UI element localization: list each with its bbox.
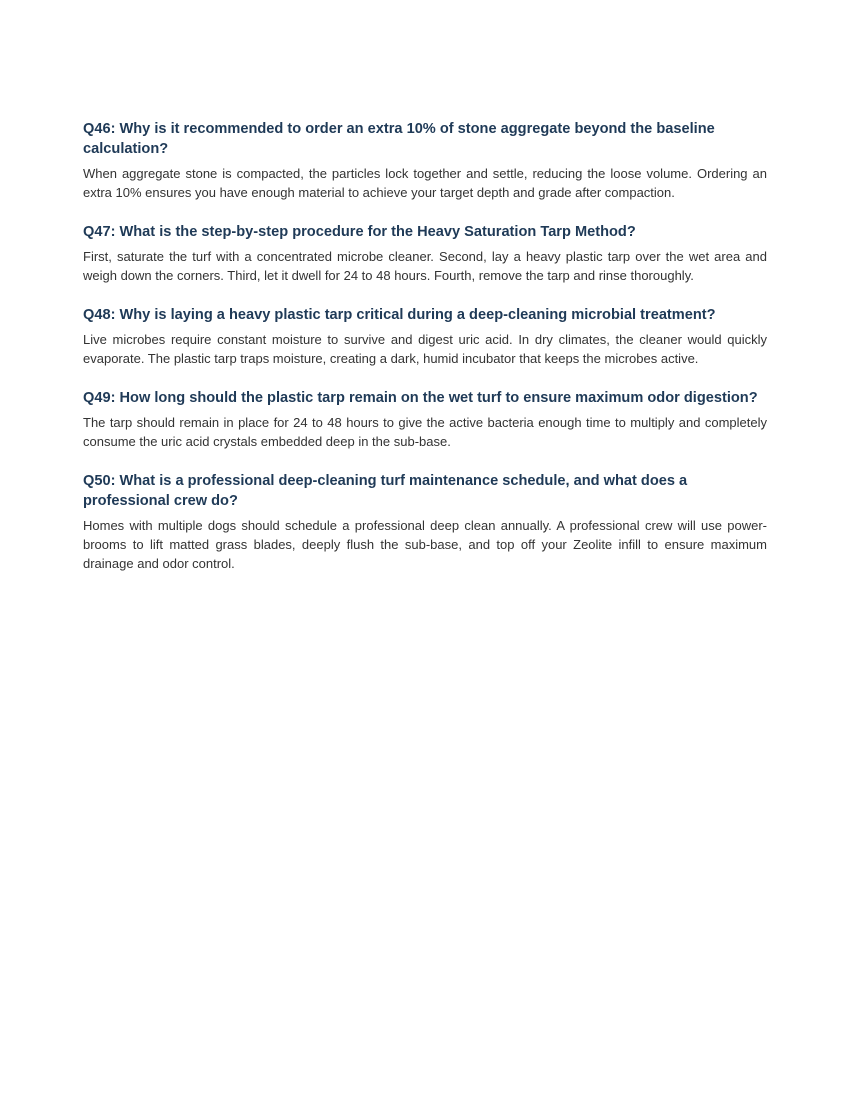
faq-item-q49 — [83, 388, 767, 451]
faq-item-q48 — [83, 305, 767, 368]
answer-paragraph: When aggregate stone is compacted, the particles lock together and settle, reducing the loose volume. Ordering an extra 10% ensures you have enough material to achieve your target depth and grade after compaction. — [83, 166, 767, 200]
answer-paragraph: The tarp should remain in place for 24 to 48 hours to give the active bacteria enough time to multiply and completely consume the uric acid crystals embedded deep in the sub-base. — [83, 415, 767, 449]
question-heading: Q50: What is a professional deep-cleaning turf maintenance schedule, and what does a professional crew do? — [83, 473, 688, 509]
question-heading: Q49: How long should the plastic tarp remain on the wet turf to ensure maximum odor digestion? — [83, 390, 758, 406]
faq-document — [83, 119, 767, 593]
faq-item-q50 — [83, 471, 767, 573]
answer-paragraph: Homes with multiple dogs should schedule a professional deep clean annually. A professional crew will use power-brooms to lift matted grass blades, deeply flush the sub-base, and top off your Zeolite infill to ensure maximum drainage and odor control. — [83, 518, 767, 571]
answer-paragraph: First, saturate the turf with a concentrated microbe cleaner. Second, lay a heavy plastic tarp over the wet area and weigh down the corners. Third, let it dwell for 24 to 48 hours. Fourth, remove the tarp and rinse thoroughly. — [83, 249, 767, 283]
faq-item-q47 — [83, 222, 767, 285]
question-heading: Q47: What is the step-by-step procedure for the Heavy Saturation Tarp Method? — [83, 224, 636, 240]
faq-item-q46 — [83, 119, 767, 202]
question-heading: Q46: Why is it recommended to order an extra 10% of stone aggregate beyond the baseline calculation? — [83, 121, 715, 157]
question-heading: Q48: Why is laying a heavy plastic tarp critical during a deep-cleaning microbial treatment? — [83, 307, 716, 323]
answer-paragraph: Live microbes require constant moisture to survive and digest uric acid. In dry climates, the cleaner would quickly evaporate. The plastic tarp traps moisture, creating a dark, humid incubator that keeps the microbes active. — [83, 332, 767, 366]
